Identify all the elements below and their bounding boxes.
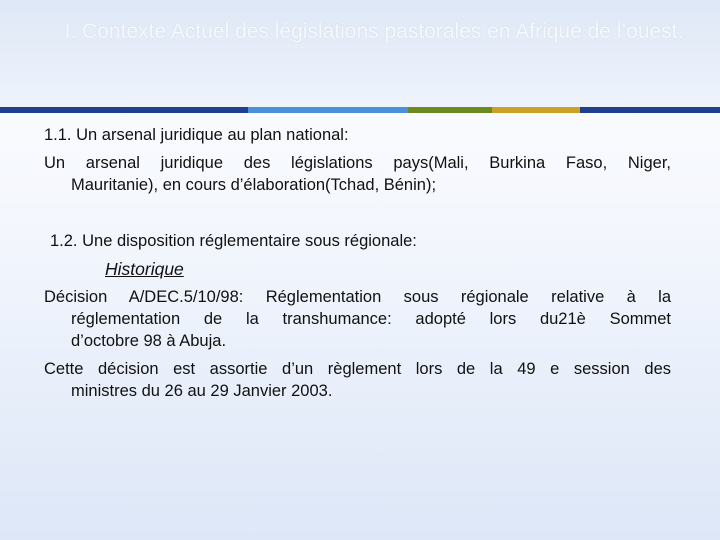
accent-rule-segment-4 xyxy=(492,107,580,113)
historique-label: Historique xyxy=(105,259,184,279)
paragraph-decision-line-1: Décision A/DEC.5/10/98: Réglementation sous régionale relative à la xyxy=(44,288,671,306)
accent-rule-segment-2 xyxy=(248,107,408,113)
paragraph-decision-line-3: d’octobre 98 à Abuja. xyxy=(71,332,227,350)
heading-national: 1.1. Un arsenal juridique au plan national: xyxy=(44,126,349,144)
paragraph-reglement xyxy=(44,358,671,402)
paragraph-national-line-1: Un arsenal juridique des législations pays(Mali, Burkina Faso, Niger, xyxy=(44,154,671,172)
accent-rule-segment-3 xyxy=(408,107,492,113)
accent-rule xyxy=(0,107,720,113)
paragraph-decision-line-2: réglementation de la transhumance: adopté lors du21è Sommet xyxy=(71,310,671,328)
paragraph-national-line-2: Mauritanie), en cours d’élaboration(Tchad, Bénin); xyxy=(71,176,437,194)
slide-title: I. Contexte Actuel des législations pastorales en Afrique de l’ouest. xyxy=(64,20,684,43)
accent-rule-segment-1 xyxy=(0,107,248,113)
accent-rule-segment-5 xyxy=(580,107,720,113)
paragraph-reglement-line-2: ministres du 26 au 29 Janvier 2003. xyxy=(71,382,333,400)
paragraph-national xyxy=(44,152,671,196)
heading-regional: 1.2. Une disposition réglementaire sous régionale: xyxy=(50,232,417,250)
paragraph-reglement-line-1: Cette décision est assortie d’un règlement lors de la 49 e session des xyxy=(44,360,671,378)
paragraph-decision xyxy=(44,286,671,352)
title-area xyxy=(0,0,720,108)
